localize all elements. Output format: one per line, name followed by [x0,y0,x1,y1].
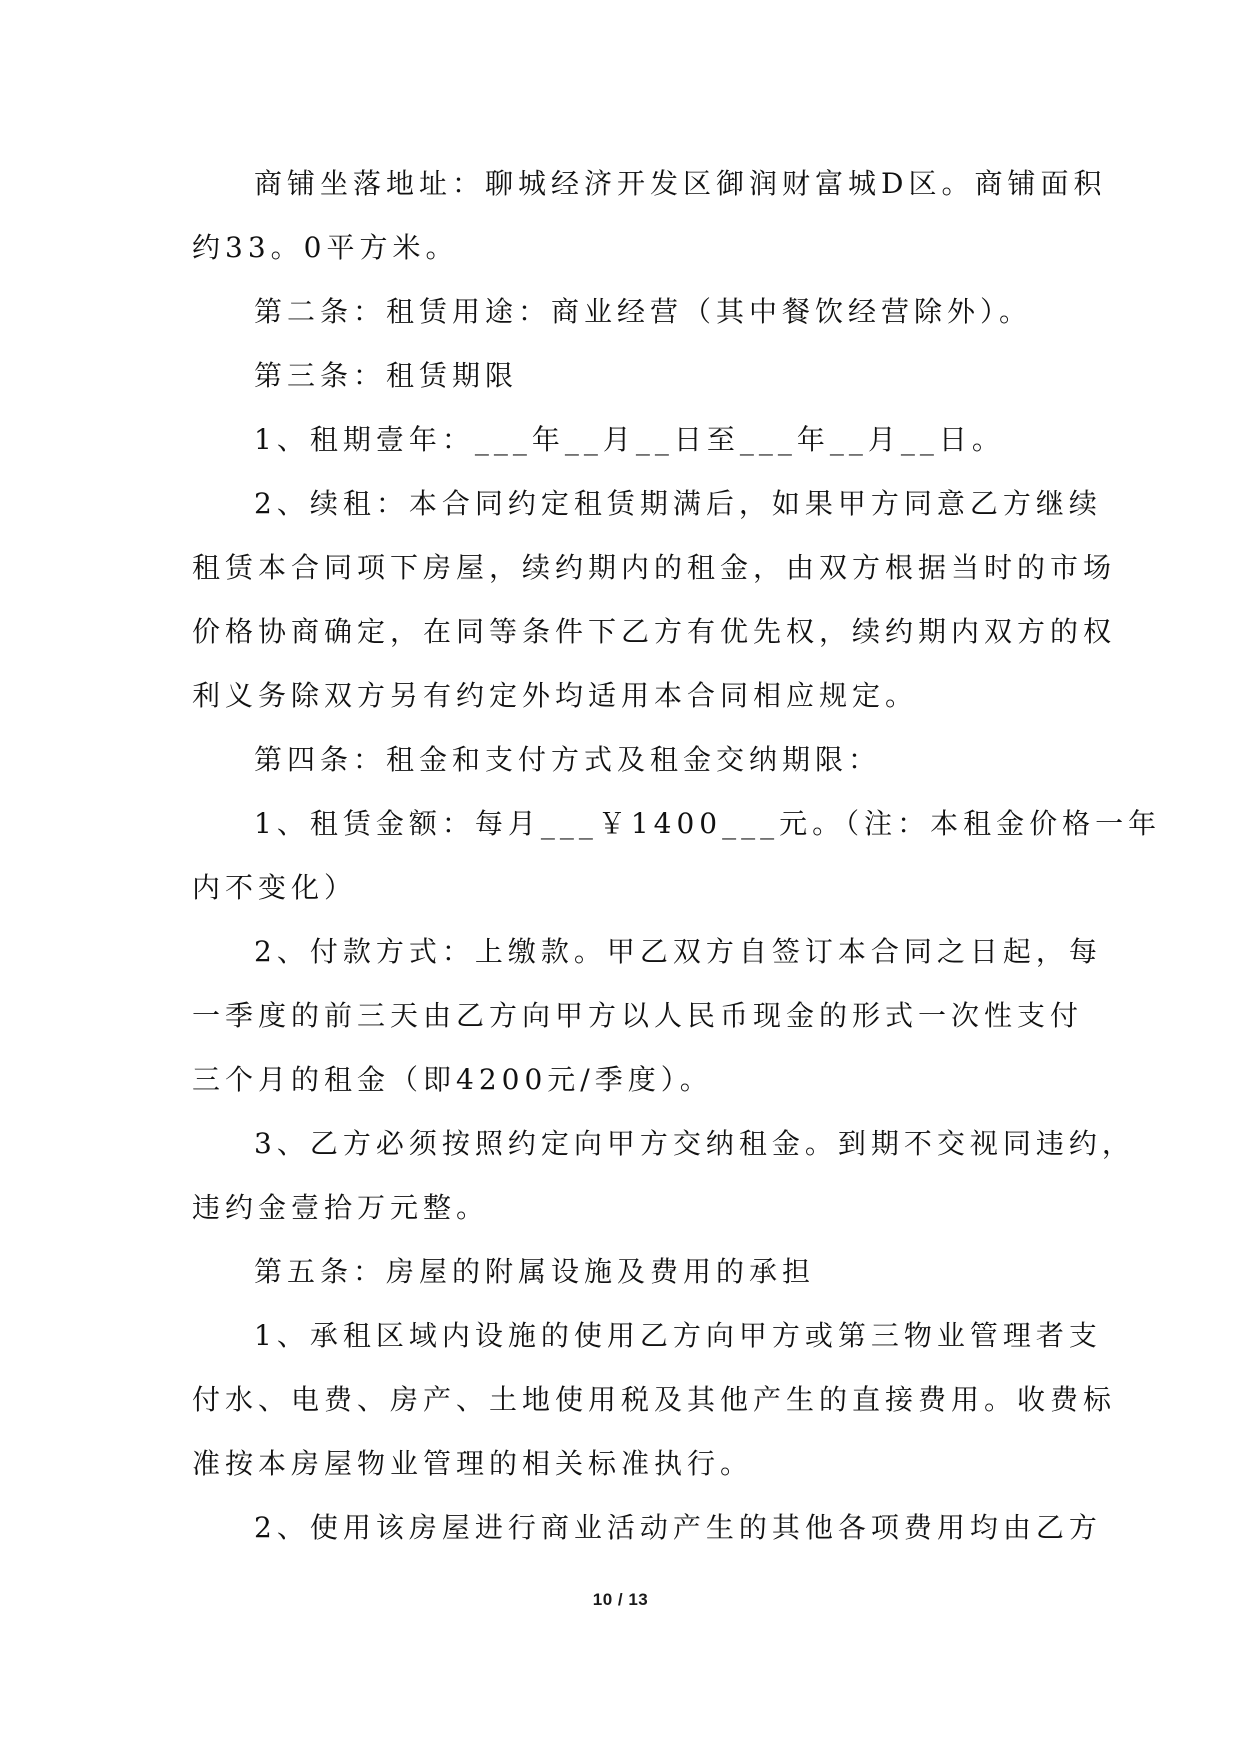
text-line: 第二条：租赁用途：商业经营（其中餐饮经营除外）。 [254,295,1033,328]
heading-article-5 [192,1240,1052,1304]
paragraph-other-fees [192,1496,1102,1560]
text-line: 第五条：房屋的附属设施及费用的承担 [254,1255,816,1288]
heading-article-4 [192,728,1052,792]
text-line: 第四条：租金和支付方式及租金交纳期限： [254,743,882,776]
text-line: 商铺坐落地址：聊城经济开发区御润财富城D区。商铺面积 [254,167,1107,200]
paragraph-facility-fees [192,1304,1117,1496]
text-line: 1、租期壹年：___年__月__日至___年__月__日。 [254,423,1005,456]
paragraph-lease-term [192,408,1052,472]
text-line: 1、承租区域内设施的使用乙方向甲方或第三物业管理者支 [254,1319,1102,1352]
heading-article-3 [192,344,1052,408]
paragraph-renewal [192,472,1117,728]
text-line: 2、续租：本合同约定租赁期满后，如果甲方同意乙方继续 [254,487,1102,520]
text-line: 价格协商确定，在同等条件下乙方有优先权，续约期内双方的权 [192,615,1117,648]
paragraph-rent-amount [192,792,1162,920]
text-line: 违约金壹拾万元整。 [192,1191,490,1224]
text-line: 租赁本合同项下房屋，续约期内的租金，由双方根据当时的市场 [192,551,1117,584]
text-line: 利义务除双方另有约定外均适用本合同相应规定。 [192,679,919,712]
paragraph-shop-address [192,152,1107,280]
text-line: 1、租赁金额：每月___￥1400___元。（注：本租金价格一年 [254,807,1162,840]
paragraph-default-penalty [192,1112,1135,1240]
page-number: 10 / 13 [592,1590,649,1609]
text-line: 3、乙方必须按照约定向甲方交纳租金。到期不交视同违约， [254,1127,1135,1160]
text-line: 准按本房屋物业管理的相关标准执行。 [192,1447,754,1480]
text-line: 2、付款方式：上缴款。甲乙双方自签订本合同之日起，每 [254,935,1102,968]
text-line: 第三条：租赁期限 [254,359,519,392]
document-body [192,152,1162,1560]
text-line: 付水、电费、房产、土地使用税及其他产生的直接费用。收费标 [192,1383,1117,1416]
text-line: 2、使用该房屋进行商业活动产生的其他各项费用均由乙方 [254,1511,1102,1544]
text-line: 三个月的租金（即4200元/季度）。 [192,1063,713,1096]
paragraph-payment-method [192,920,1102,1112]
text-line: 内不变化） [192,871,358,904]
text-line: 一季度的前三天由乙方向甲方以人民币现金的形式一次性支付 [192,999,1084,1032]
text-line: 约33。0平方米。 [192,231,459,264]
paragraph-article-2 [192,280,1052,344]
